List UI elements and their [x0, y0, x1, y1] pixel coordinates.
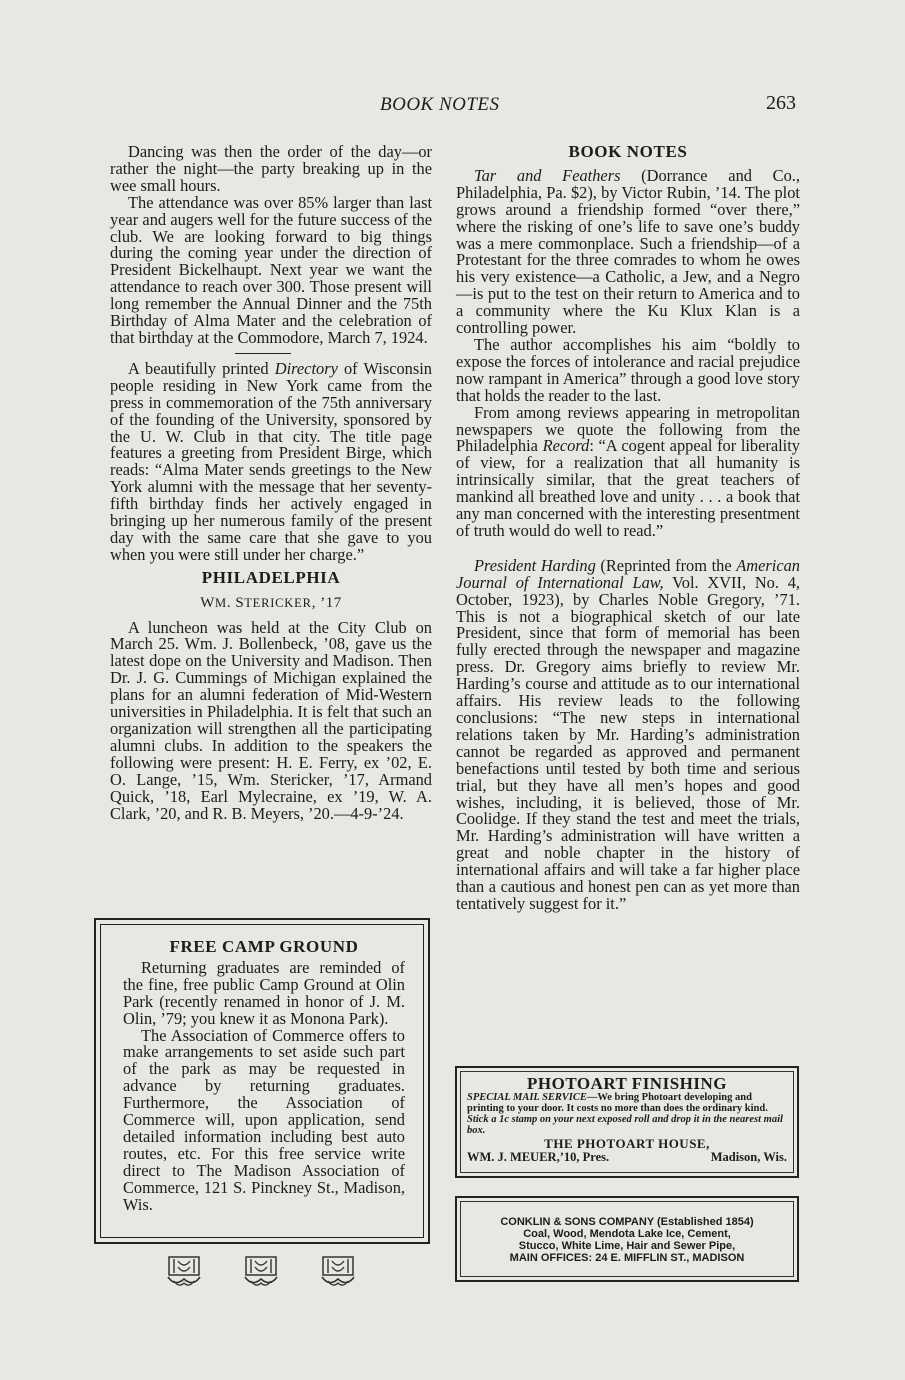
running-title: BOOK NOTES: [380, 94, 500, 115]
text-run: : “A cogent appeal for liberality of view, for a realization that all humanity is intrinsically similar, that the great teachers of mankind all breathed love and unity . . . a book that any man concerned with the interesting presentment of truth would do well to read.”: [456, 436, 800, 540]
ornament-row: [166, 1255, 356, 1289]
text-run: From among reviews appearing in metropolitan newspapers we quote the following from the Philadelphia: [456, 402, 800, 456]
text-run: A beautifully printed: [128, 358, 275, 378]
byline: [110, 595, 432, 612]
italic-title: Directory: [274, 358, 338, 378]
ad-owner: WM. J. MEUER,’10, Pres.: [467, 1150, 610, 1164]
ad-line: Stucco, White Lime, Hair and Sewer Pipe,: [518, 1240, 736, 1252]
byline-part: TERICKER: [244, 595, 312, 610]
ad-text-run: Stick a 1c stamp on your next exposed roll and drop it in the nearest mail box.: [467, 1114, 783, 1136]
paragraph: Dancing was then the order of the day—or rather the night—the party breaking up in the wee small hours.: [110, 142, 432, 195]
italic-title: Record: [542, 436, 590, 456]
page-number: 263: [766, 92, 796, 114]
paragraph: The author accomplishes his aim “boldly to expose the forces of intolerance and racial prejudice now rampant in America” through a good love story that holds the reader to the last.: [456, 334, 800, 405]
ad-title: PHOTOART FINISHING: [526, 1074, 727, 1093]
section-heading: BOOK NOTES: [568, 142, 688, 161]
byline-part: M: [214, 595, 227, 610]
paragraph: [110, 358, 432, 564]
ad-line: CONKLIN & SONS COMPANY (Established 1854): [500, 1216, 754, 1228]
text-run: (Dorrance and Co., Philadelphia, Pa. $2), by Victor Rubin, ’14. The plot grows around a friendship formed “over there,” where the risking of one’s life to save one’s buddy was a mere commonplace. Such a friendship—of a Protestant for the three comrades to whom he owes his very existence—a Catholic, a Jew, and a Negro—is put to the test on their return to America and to a community where the Ku Klux Klan is a controlling power.: [456, 165, 800, 338]
paragraph: [456, 165, 800, 338]
byline-part: .: [226, 594, 236, 611]
paragraph: [456, 555, 800, 913]
section-heading: PHILADELPHIA: [201, 567, 341, 587]
right-column: [456, 144, 800, 913]
left-column: [110, 144, 432, 822]
divider: [235, 353, 291, 354]
conklin-ad-inner: [460, 1201, 794, 1277]
book-title: President Harding: [474, 555, 596, 575]
conklin-ad: [455, 1196, 799, 1282]
text-run: Vol. XVII, No. 4, October, 1923), by Charles Noble Gregory, ’71. This is not a biographical sketch of our late President, since that form of memorial has been fully erected through the newspaper and magazine press. Dr. Gregory aims briefly to review Mr. Harding’s course and attitude as to our international affairs. His review leads to the following conclusions: “The new steps in international relations taken by Mr. Harding’s administration cannot be regarded as approved and permanent benefactions until tested by both time and serious trial, but they have all men’s hopes and good wishes, including, it is believed, those of Mr. Coolidge. If they stand the test and meet the trials, Mr. Harding’s administration will have written a great and noble chapter in the history of international affairs and will take a far higher place than a cautious and honest pen can as yet more than tentatively suggest for it.”: [456, 572, 800, 913]
box-title: FREE CAMP GROUND: [169, 937, 359, 956]
ad-text-run: SPECIAL MAIL SERVICE: [467, 1092, 587, 1103]
byline-part: S: [235, 594, 245, 611]
ad-city: Madison, Wis.: [710, 1150, 787, 1164]
ad-line: Coal, Wood, Mendota Lake Ice, Cement,: [523, 1228, 731, 1240]
paragraph: Returning graduates are reminded of the fine, free public Camp Ground at Olin Park (recently renamed in honor of J. M. Olin, ’79; you knew it as Monona Park).: [123, 957, 405, 1028]
ad-house: THE PHOTOART HOUSE,: [544, 1136, 710, 1151]
fleuron-icon: [166, 1255, 202, 1289]
ad-text: [467, 1092, 787, 1114]
photoart-ad-inner: [460, 1071, 794, 1173]
ad-text: [467, 1114, 787, 1136]
paragraph: A luncheon was held at the City Club on March 25. Wm. J. Bollenbeck, ’08, gave us the latest dope on the University and Madison. Then Dr. J. G. Cummings of Michigan explained the plans for an alumni federation of Mid-Western universities in Philadelphia. It is felt that such an organization will strengthen all the participating alumni clubs. In addition to the speakers the following were present: H. E. Ferry, ex ’02, E. O. Lange, ’15, Wm. Stericker, ’17, Armand Quick, ’18, Earl Mylecraine, ex ’19, W. A. Clark, ’20, and R. B. Meyers, ’20.—4-9-’24.: [110, 617, 432, 823]
ad-text-run: —We bring Photoart developing and printing to your door. It costs no more than does the ordinary kind.: [467, 1092, 768, 1114]
text-run: of Wisconsin people residing in New York came from the press in commemoration of the 75th anniversary of the founding of the University, sponsored by the U. W. Club in that city. The title page features a greeting from President Birge, which reads: “Alma Mater sends greetings to the New York alumni with the message that her seventy-fifth birthday finds her actively engaged in bringing up her numerous family of the present day with the same care that she gave to you when you were still under her charge.”: [110, 358, 432, 564]
byline-part: , ’17: [311, 594, 342, 611]
journal-title: American Journal of International Law,: [456, 555, 800, 592]
fleuron-icon: [243, 1255, 279, 1289]
byline-part: W: [200, 594, 215, 611]
ad-line: MAIN OFFICES: 24 E. MIFFLIN ST., MADISON: [509, 1252, 745, 1264]
fleuron-icon: [320, 1255, 356, 1289]
camp-ground-box: [94, 918, 430, 1244]
paragraph: [456, 402, 800, 540]
book-title: Tar and Feathers: [474, 165, 621, 185]
text-run: (Reprinted from the: [595, 555, 737, 575]
camp-ground-box-inner: [100, 924, 424, 1238]
ad-footer: [467, 1150, 787, 1164]
paragraph: The attendance was over 85% larger than last year and augers well for the future success of the club. We are looking forward to big things during the coming year under the direction of President Bickelhaupt. Next year we want the attendance to reach over 300. Those present will long remember the Annual Dinner and the 75th Birthday of Alma Mater and the celebration of that birthday at the Commodore, March 7, 1924.: [110, 192, 432, 347]
paragraph: The Association of Commerce offers to make arrangements to set aside such part of the park as may be requested in advance by returning graduates. Furthermore, the Association of Commerce will, upon application, send detailed information including best auto routes, etc. For this free service write direct to The Madison Association of Commerce, 121 S. Pinckney St., Madison, Wis.: [123, 1025, 405, 1214]
photoart-ad: [455, 1066, 799, 1178]
